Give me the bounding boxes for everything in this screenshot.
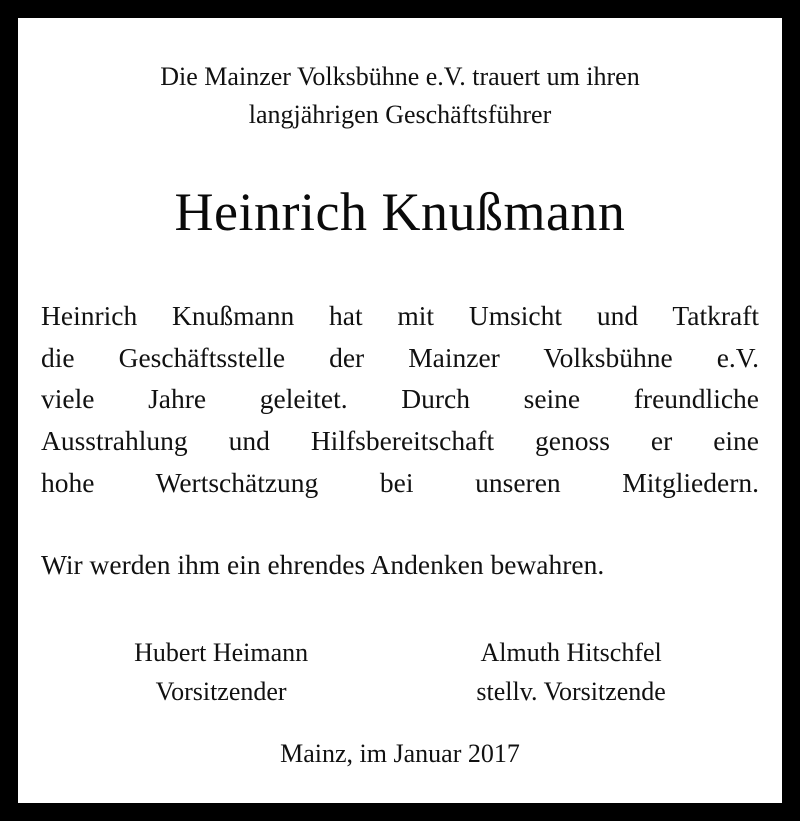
signatories: [50, 633, 750, 711]
closing-text: Wir werden ihm ein ehrendes Andenken bewahren.: [41, 548, 605, 580]
intro-line-1: Die Mainzer Volksbühne e.V. trauert um ihren: [160, 62, 640, 91]
body-line-1: Heinrich Knußmann hat mit Umsicht und Tatkraft: [41, 299, 759, 331]
obituary-notice: [18, 18, 782, 803]
signatory-1-role: Vorsitzender: [155, 677, 287, 706]
signatory-1: [134, 633, 308, 711]
signatory-2: [476, 633, 665, 711]
signatory-2-name: Almuth Hitschfel: [480, 638, 662, 667]
deceased-name: Heinrich Knußmann: [174, 182, 626, 243]
signatory-1-name: Hubert Heimann: [134, 638, 309, 667]
intro-line-2: langjährigen Geschäftsführer: [248, 99, 552, 129]
body-line-4: Ausstrahlung und Hilfsbereitschaft genoss er eine: [41, 425, 759, 457]
place-and-date: Mainz, im Januar 2017: [280, 739, 520, 768]
body-line-2: die Geschäftsstelle der Mainzer Volksbühne e.V.: [41, 341, 759, 373]
signatory-2-role: stellv. Vorsitzende: [476, 677, 666, 706]
body-line-5: hohe Wertschätzung bei unseren Mitgliedern.: [41, 466, 759, 498]
body-line-3: viele Jahre geleitet. Durch seine freundliche: [41, 383, 759, 415]
body-text: [41, 295, 759, 504]
intro-text: [80, 58, 720, 133]
